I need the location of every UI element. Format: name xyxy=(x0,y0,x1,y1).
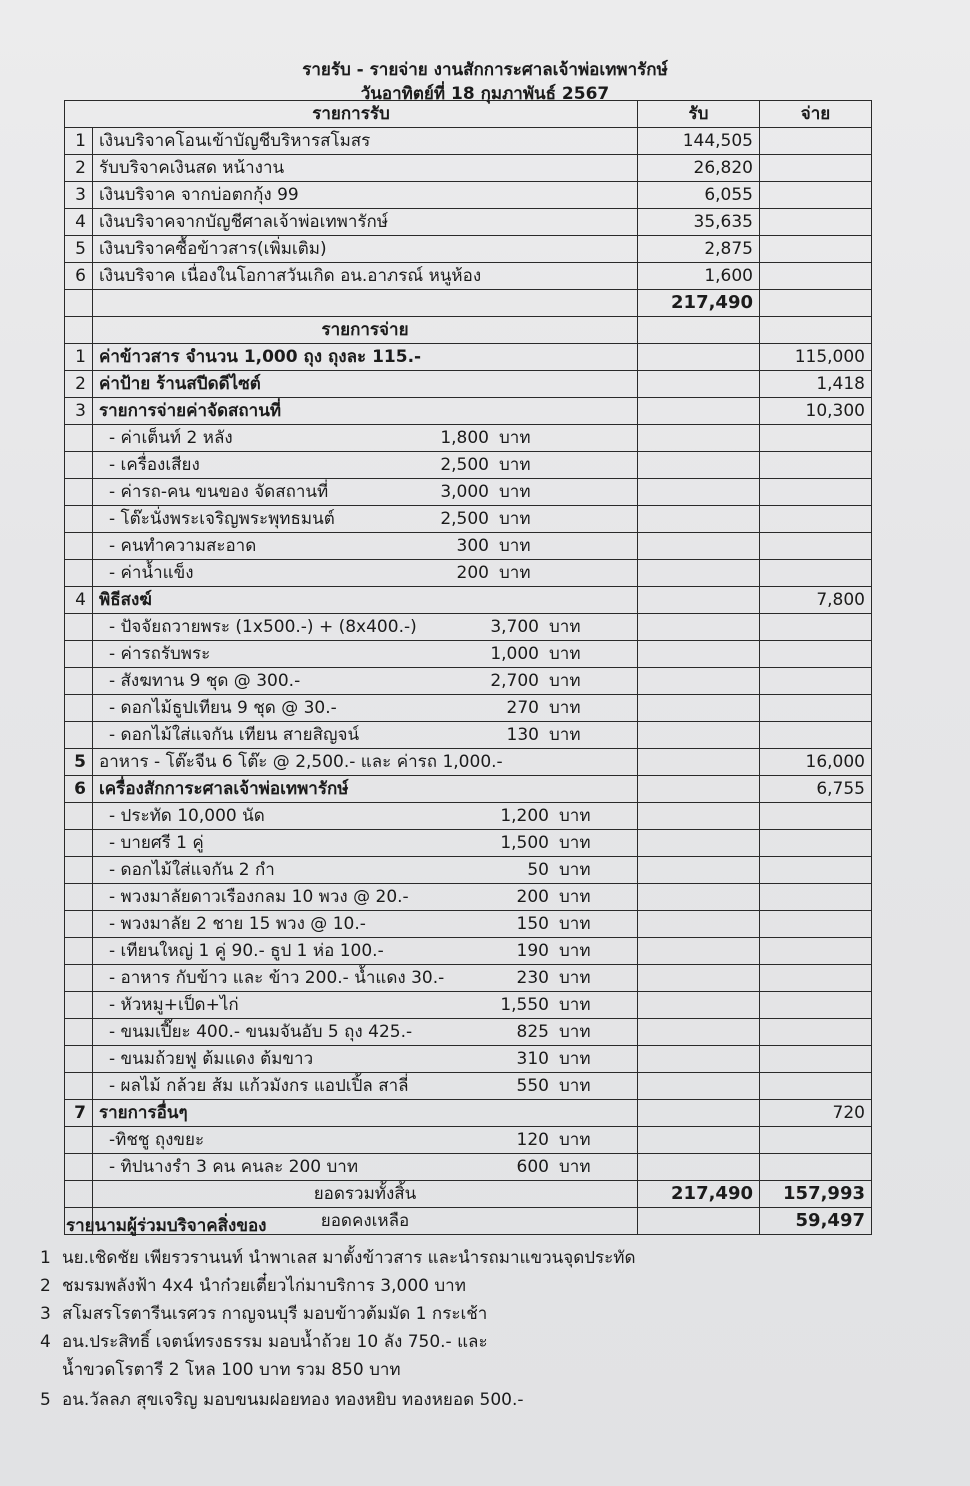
sub-item-value: 200 xyxy=(516,887,549,907)
table-row xyxy=(65,128,872,155)
donor-text: นย.เชิดชัย เพียรวรานนท์ นำพาเลส มาตั้งข้าวสาร และนำรถมาแขวนจุดประทัด xyxy=(62,1248,636,1268)
sub-item-value: 300 xyxy=(456,536,489,556)
income-amount: 26,820 xyxy=(638,155,760,182)
donor-text: อน.วัลลภ สุขเจริญ มอบขนมฝอยทอง ทองหยิบ ทองหยอด 500.- xyxy=(62,1390,524,1410)
sub-item-row xyxy=(65,506,872,533)
sub-item-unit: บาท xyxy=(549,671,581,691)
sub-item-value: 1,550 xyxy=(500,995,549,1015)
income-amount: 6,055 xyxy=(638,182,760,209)
sub-item-value: 600 xyxy=(516,1157,549,1177)
row-number: 4 xyxy=(65,209,93,236)
sub-item-row xyxy=(65,1127,872,1154)
sub-item-row xyxy=(65,533,872,560)
sub-item-unit: บาท xyxy=(559,860,591,880)
sub-item-label: - ขนมเปี๊ยะ 400.- ขนมจันอับ 5 ถุง 425.- xyxy=(109,1022,413,1042)
row-number: 6 xyxy=(65,263,93,290)
sub-item-unit: บาท xyxy=(559,941,591,961)
sub-item-label: -ทิชชู ถุงขยะ xyxy=(109,1130,205,1150)
table-row xyxy=(65,236,872,263)
sub-item-value: 3,700 xyxy=(490,617,539,637)
document-title: รายรับ - รายจ่าย งานสักการะศาลเจ้าพ่อเทพารักษ์ xyxy=(302,60,668,80)
donor-number: 4 xyxy=(40,1332,51,1352)
income-label: เงินบริจาคจากบัญชีศาลเจ้าพ่อเทพารักษ์ xyxy=(93,209,638,236)
grand-total-row xyxy=(65,1181,872,1208)
income-section-header: รายการรับ xyxy=(65,101,638,128)
expense-amount: 6,755 xyxy=(760,776,872,803)
sub-item-row xyxy=(65,641,872,668)
sub-item-unit: บาท xyxy=(499,455,531,475)
expense-label: อาหาร xyxy=(99,752,149,772)
sub-item-label: - อาหาร กับข้าว และ ข้าว 200.- น้ำแดง 30.- xyxy=(109,968,445,988)
list-item xyxy=(40,1272,466,1299)
sub-item-row xyxy=(65,479,872,506)
row-number: 1 xyxy=(65,344,93,371)
sub-item-row xyxy=(65,722,872,749)
sub-item-row xyxy=(65,1019,872,1046)
sub-item-unit: บาท xyxy=(549,617,581,637)
expense-amount: 1,418 xyxy=(760,371,872,398)
balance-value: 59,497 xyxy=(760,1208,872,1235)
row-number: 7 xyxy=(65,1100,93,1127)
sub-item-label: - ขนมถ้วยฟู ต้มแดง ต้มขาว xyxy=(109,1049,314,1069)
donor-number: 3 xyxy=(40,1304,51,1324)
sub-item-label: - ทิปนางรำ 3 คน คนละ 200 บาท xyxy=(109,1157,359,1177)
donor-text: ชมรมพลังฟ้า 4x4 นำก๋วยเตี๋ยวไก่มาบริการ 3,000 บาท xyxy=(62,1276,466,1296)
list-item xyxy=(62,1356,401,1383)
donor-text: สโมสรโรตารีนเรศวร กาญจนบุรี มอบข้าวต้มมัด 1 กระเช้า xyxy=(62,1304,488,1324)
list-item xyxy=(40,1300,487,1327)
sub-item-label: - ค่าน้ำแข็ง xyxy=(109,563,194,583)
list-item xyxy=(40,1386,524,1413)
row-number: 5 xyxy=(65,236,93,263)
sub-item-value: 3,000 xyxy=(440,482,489,502)
sub-item-row xyxy=(65,938,872,965)
sub-item-value: 2,500 xyxy=(440,455,489,475)
ledger-table xyxy=(64,100,872,1235)
donor-number: 2 xyxy=(40,1276,51,1296)
sub-item-row xyxy=(65,830,872,857)
sub-item-row xyxy=(65,911,872,938)
expense-label: ค่าข้าวสาร จำนวน 1,000 ถุง ถุงละ 115.- xyxy=(93,344,638,371)
sub-item-label: - พวงมาลัยดาวเรืองกลม 10 พวง @ 20.- xyxy=(109,887,409,907)
sub-item-row xyxy=(65,803,872,830)
expense-label: ค่าป้าย ร้านสปีดดีไซต์ xyxy=(93,371,638,398)
sub-item-value: 2,700 xyxy=(490,671,539,691)
sub-item-unit: บาท xyxy=(559,887,591,907)
row-number: 2 xyxy=(65,155,93,182)
expense-label: พิธีสงฆ์ xyxy=(93,587,638,614)
sub-item-value: 1,000 xyxy=(490,644,539,664)
donor-text: น้ำขวดโรตารี 2 โหล 100 บาท รวม 850 บาท xyxy=(62,1360,401,1380)
sub-item-unit: บาท xyxy=(549,644,581,664)
sub-item-unit: บาท xyxy=(559,833,591,853)
expense-amount: 115,000 xyxy=(760,344,872,371)
sub-item-label: - ดอกไม้ใส่แจกัน เทียน สายสิญจน์ xyxy=(109,725,360,745)
sub-item-value: 2,500 xyxy=(440,509,489,529)
expense-label: รายการจ่ายค่าจัดสถานที่ xyxy=(93,398,638,425)
table-row xyxy=(65,263,872,290)
sub-item-label: - ดอกไม้ธูปเทียน 9 ชุด @ 30.- xyxy=(109,698,337,718)
sub-item-value: 825 xyxy=(516,1022,549,1042)
row-number: 2 xyxy=(65,371,93,398)
table-row xyxy=(65,749,872,776)
sub-item-unit: บาท xyxy=(549,725,581,745)
sub-item-unit: บาท xyxy=(559,806,591,826)
sub-item-unit: บาท xyxy=(559,1130,591,1150)
sub-item-row xyxy=(65,1154,872,1181)
expense-amount: 16,000 xyxy=(760,749,872,776)
sub-item-label: - ประทัด 10,000 นัด xyxy=(109,806,265,826)
income-amount: 144,505 xyxy=(638,128,760,155)
sub-item-label: - คนทำความสะอาด xyxy=(109,536,257,556)
income-label: เงินบริจาคโอนเข้าบัญชีบริหารสโมสร xyxy=(93,128,638,155)
expense-amount: 10,300 xyxy=(760,398,872,425)
list-item xyxy=(40,1244,636,1271)
sub-item-label: - ค่าเต็นท์ 2 หลัง xyxy=(109,428,233,448)
sub-item-unit: บาท xyxy=(549,698,581,718)
expense-label: เครื่องสักการะศาลเจ้าพ่อเทพารักษ์ xyxy=(93,776,638,803)
grand-total-expense: 157,993 xyxy=(760,1181,872,1208)
donor-number: 5 xyxy=(40,1390,51,1410)
list-item xyxy=(40,1328,488,1355)
sub-item-label: - พวงมาลัย 2 ชาย 15 พวง @ 10.- xyxy=(109,914,366,934)
sub-item-value: 310 xyxy=(516,1049,549,1069)
sub-item-unit: บาท xyxy=(559,995,591,1015)
sub-item-value: 1,200 xyxy=(500,806,549,826)
table-row xyxy=(65,1100,872,1127)
income-label: รับบริจาคเงินสด หน้างาน xyxy=(93,155,638,182)
table-row xyxy=(65,371,872,398)
sub-item-value: 1,800 xyxy=(440,428,489,448)
sub-item-row xyxy=(65,1046,872,1073)
income-label: เงินบริจาค จากบ่อตกกุ้ง 99 xyxy=(93,182,638,209)
grand-total-label: ยอดรวมทั้งสิ้น xyxy=(93,1181,638,1208)
table-row xyxy=(65,776,872,803)
sub-item-value: 270 xyxy=(506,698,539,718)
sub-item-unit: บาท xyxy=(499,509,531,529)
sub-item-unit: บาท xyxy=(499,482,531,502)
sub-item-unit: บาท xyxy=(559,1076,591,1096)
sub-item-value: 230 xyxy=(516,968,549,988)
sub-item-label: - เครื่องเสียง xyxy=(109,455,200,475)
row-number: 6 xyxy=(65,776,93,803)
row-number: 3 xyxy=(65,182,93,209)
expense-amount: 720 xyxy=(760,1100,872,1127)
sub-item-row xyxy=(65,452,872,479)
table-header-row xyxy=(65,101,872,128)
income-label: เงินบริจาค เนื่องในโอกาสวันเกิด อน.อาภรณ์ หนูห้อง xyxy=(93,263,638,290)
expense-section-header: รายการจ่าย xyxy=(93,317,638,344)
expense-detail: - โต๊ะจีน 6 โต๊ะ @ 2,500.- และ ค่ารถ 1,000.- xyxy=(148,752,503,772)
donors-title: รายนามผู้ร่วมบริจาคสิ่งของ xyxy=(66,1216,267,1236)
sub-item-value: 150 xyxy=(516,914,549,934)
row-number: 5 xyxy=(65,749,93,776)
sub-item-value: 50 xyxy=(527,860,549,880)
grand-total-income: 217,490 xyxy=(638,1181,760,1208)
income-amount: 35,635 xyxy=(638,209,760,236)
row-number: 4 xyxy=(65,587,93,614)
sub-item-value: 130 xyxy=(506,725,539,745)
sub-item-row xyxy=(65,965,872,992)
sub-item-row xyxy=(65,668,872,695)
document-date: วันอาทิตย์ที่ 18 กุมภาพันธ์ 2567 xyxy=(360,84,610,104)
sub-item-row xyxy=(65,560,872,587)
sub-item-row xyxy=(65,1073,872,1100)
income-label: เงินบริจาคซื้อข้าวสาร(เพิ่มเติม) xyxy=(93,236,638,263)
sub-item-row xyxy=(65,884,872,911)
income-total-row xyxy=(65,290,872,317)
row-number: 1 xyxy=(65,128,93,155)
sub-item-row xyxy=(65,425,872,452)
income-amount: 1,600 xyxy=(638,263,760,290)
sub-item-label: - เทียนใหญ่ 1 คู่ 90.- ธูป 1 ห่อ 100.- xyxy=(109,941,384,961)
sub-item-unit: บาท xyxy=(559,1049,591,1069)
expense-label: รายการอื่นๆ xyxy=(93,1100,638,1127)
sub-item-label: - ผลไม้ กล้วย ส้ม แก้วมังกร แอปเปิ้ล สาลี่ xyxy=(109,1076,409,1096)
sub-item-value: 1,500 xyxy=(500,833,549,853)
sub-item-label: - ค่ารถ-คน ขนของ จัดสถานที่ xyxy=(109,482,329,502)
sub-item-label: - หัวหมู+เป็ด+ไก่ xyxy=(109,995,239,1015)
sub-item-value: 200 xyxy=(456,563,489,583)
sub-item-unit: บาท xyxy=(499,536,531,556)
table-row xyxy=(65,587,872,614)
sub-item-row xyxy=(65,695,872,722)
sub-item-unit: บาท xyxy=(559,914,591,934)
sub-item-unit: บาท xyxy=(559,968,591,988)
table-row xyxy=(65,155,872,182)
donor-text: อน.ประสิทธิ์ เจตน์ทรงธรรม มอบน้ำถ้วย 10 ลัง 750.- และ xyxy=(62,1332,488,1352)
sub-item-unit: บาท xyxy=(499,563,531,583)
sub-item-row xyxy=(65,857,872,884)
row-number: 3 xyxy=(65,398,93,425)
expense-amount: 7,800 xyxy=(760,587,872,614)
sub-item-label: - บายศรี 1 คู่ xyxy=(109,833,204,853)
sub-item-value: 120 xyxy=(516,1130,549,1150)
sub-item-value: 550 xyxy=(516,1076,549,1096)
balance-label: ยอดคงเหลือ xyxy=(93,1208,638,1235)
donor-number: 1 xyxy=(40,1248,51,1268)
income-amount: 2,875 xyxy=(638,236,760,263)
table-row xyxy=(65,344,872,371)
sub-item-label: - สังฆทาน 9 ชุด @ 300.- xyxy=(109,671,301,691)
expense-section-row xyxy=(65,317,872,344)
sub-item-unit: บาท xyxy=(559,1022,591,1042)
table-row xyxy=(65,398,872,425)
sub-item-unit: บาท xyxy=(499,428,531,448)
sub-item-unit: บาท xyxy=(559,1157,591,1177)
table-row xyxy=(65,182,872,209)
sub-item-value: 190 xyxy=(516,941,549,961)
sub-item-label: - ดอกไม้ใส่แจกัน 2 กำ xyxy=(109,860,275,880)
sub-item-row xyxy=(65,992,872,1019)
sub-item-row xyxy=(65,614,872,641)
income-total: 217,490 xyxy=(638,290,760,317)
income-column-header: รับ xyxy=(638,101,760,128)
sub-item-label: - โต๊ะนั่งพระเจริญพระพุทธมนต์ xyxy=(109,509,335,529)
sub-item-label: - ค่ารถรับพระ xyxy=(109,644,211,664)
sub-item-label: - ปัจจัยถวายพระ (1x500.-) + (8x400.-) xyxy=(109,617,417,637)
table-row xyxy=(65,209,872,236)
expense-column-header: จ่าย xyxy=(760,101,872,128)
